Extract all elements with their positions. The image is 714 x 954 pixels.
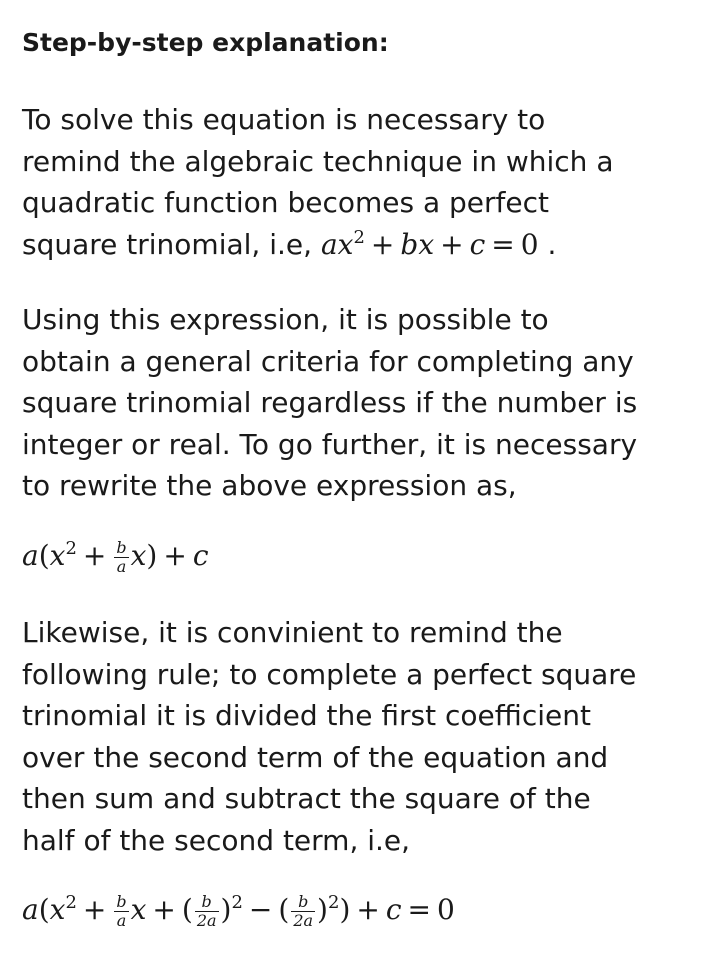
text-line: half of the second term, i.e, — [22, 823, 411, 857]
math-paren: ) — [146, 539, 158, 572]
equation-rewritten — [22, 539, 209, 575]
math-paren: ) — [339, 893, 351, 926]
text-line: then sum and subtract the square of the — [22, 782, 591, 815]
math-operator: + — [356, 893, 380, 926]
math-symbol: x — [130, 893, 147, 926]
math-operator: + — [163, 539, 187, 572]
fraction-numerator: b — [116, 538, 127, 557]
text-fragment: square trinomial, i.e, — [22, 227, 313, 261]
math-symbol: x — [49, 893, 66, 926]
fraction-numerator: b — [291, 894, 315, 912]
math-operator: − — [248, 893, 273, 926]
math-operator: + — [82, 893, 107, 926]
paragraph-intro — [22, 99, 613, 265]
math-paren: ) — [317, 893, 328, 926]
math-paren: ( — [278, 893, 290, 926]
math-paren: ( — [38, 893, 50, 926]
math-operator: + — [440, 227, 464, 261]
math-operator: + — [82, 539, 107, 572]
math-paren: ( — [181, 893, 193, 926]
text-line: To solve this equation is necessary to — [22, 103, 546, 136]
text-fragment: . — [547, 227, 557, 261]
math-exponent: 2 — [353, 226, 365, 248]
fraction-denominator: a — [116, 911, 127, 930]
fraction-b-over-a — [114, 894, 128, 929]
math-operator: = — [491, 227, 515, 261]
math-symbol: a — [22, 539, 39, 572]
fraction-denominator: 2a — [196, 911, 217, 930]
text-line: obtain a general criteria for completing any — [22, 344, 634, 378]
text-line: integer or real. To go further, it is necessary — [22, 427, 638, 461]
text-line: to rewrite the above expression as, — [22, 469, 517, 502]
math-symbol: c — [385, 893, 402, 926]
text-line-with-equation — [22, 224, 613, 266]
text-line: over the second term of the equation and — [22, 740, 609, 774]
math-symbol: a — [22, 893, 39, 926]
section-heading: Step-by-step explanation: — [22, 28, 389, 57]
math-symbol: x — [130, 539, 147, 572]
text-line: quadratic function becomes a perfect — [22, 186, 549, 219]
math-symbol: x — [337, 227, 354, 261]
math-symbol: c — [469, 227, 486, 261]
fraction-b-over-2a — [195, 894, 219, 929]
math-operator: = — [407, 893, 431, 926]
text-line: following rule; to complete a perfect square — [22, 657, 637, 691]
paragraph-rule — [22, 612, 636, 861]
equation-completed-square — [22, 893, 455, 929]
fraction-denominator: 2a — [293, 911, 314, 930]
math-symbol: c — [192, 539, 209, 572]
math-exponent: 2 — [65, 538, 77, 559]
math-number: 0 — [437, 893, 455, 926]
fraction-numerator: b — [195, 894, 219, 912]
math-symbol: a — [320, 227, 338, 261]
text-line: Using this expression, it is possible to — [22, 303, 549, 336]
math-exponent: 2 — [231, 892, 243, 913]
math-symbol: x — [418, 227, 435, 261]
math-paren: ( — [38, 539, 50, 572]
math-operator: + — [370, 227, 395, 261]
text-line: square trinomial regardless if the number is — [22, 386, 638, 419]
math-symbol: b — [400, 227, 419, 261]
math-number: 0 — [520, 227, 539, 261]
fraction-denominator: a — [116, 557, 127, 576]
fraction-b-over-a — [114, 540, 128, 575]
text-line: trinomial it is divided the first coefficient — [22, 699, 591, 732]
inline-equation-quadratic — [321, 228, 548, 261]
fraction-b-over-2a — [291, 894, 315, 929]
paragraph-expression — [22, 299, 637, 507]
text-line: remind the algebraic technique in which a — [22, 144, 614, 178]
text-line: Likewise, it is convinient to remind the — [22, 616, 563, 649]
math-exponent: 2 — [65, 892, 77, 913]
math-operator: + — [152, 893, 176, 926]
fraction-numerator: b — [116, 892, 127, 911]
math-exponent: 2 — [327, 892, 340, 913]
math-paren: ) — [220, 893, 232, 926]
math-symbol: x — [49, 539, 66, 572]
